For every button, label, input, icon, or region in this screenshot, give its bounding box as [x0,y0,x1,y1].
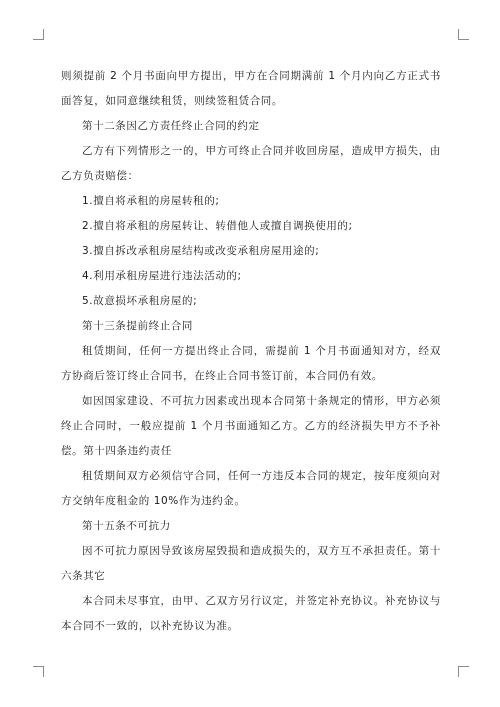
crop-mark-bottom-right [458,666,469,677]
paragraph-force-termination: 如因国家建设、不可抗力因素或出现本合同第十条规定的情形，甲方必须终止合同时，一般应提前 1 个月书面通知乙方。乙方的经济损失甲方不予补偿。第十四条违约责任 [61,395,441,457]
crop-mark-top-right [458,29,469,40]
crop-mark-bottom-left [33,666,44,677]
heading-article-12: 第十二条因乙方责任终止合同的约定 [82,120,260,132]
list-item-3: 3.擅自拆改承租房屋结构或改变承租房屋用途的; [82,245,320,257]
heading-article-13: 第十三条提前终止合同 [82,320,193,332]
paragraph-supplementary-agreement: 本合同未尽事宜，由甲、乙双方另行议定，并签定补充协议。补充协议与本合同不一致的，以补充协议为准。 [61,595,441,632]
list-item-5: 5.故意损坏承租房屋的; [82,295,198,307]
paragraph-breach-penalty: 租赁期间双方必须信守合同，任何一方违反本合同的规定，按年度须向对方交纳年度租金的 10%作为违约金。 [61,470,441,507]
crop-mark-top-left [33,29,44,40]
paragraph-article-12-intro: 乙方有下列情形之一的，甲方可终止合同并收回房屋，造成甲方损失，由乙方负责赔偿： [61,145,441,182]
list-item-4: 4.利用承租房屋进行违法活动的; [82,270,242,282]
paragraph-article-13-notice: 租赁期间，任何一方提出终止合同，需提前 1 个月书面通知对方，经双方协商后签订终止合同书，在终止合同书签订前，本合同仍有效。 [61,345,441,382]
document-body [61,64,441,639]
heading-article-15: 第十五条不可抗力 [82,520,171,532]
paragraph-renewal-continuation: 则须提前 2 个月书面向甲方提出，甲方在合同期满前 1 个月内向乙方正式书面答复，如同意继续租赁，则续签租赁合同。 [61,70,441,107]
list-item-2: 2.擅自将承租的房屋转让、转借他人或擅自调换使用的; [82,220,353,232]
paragraph-force-majeure: 因不可抗力原因导致该房屋毁损和造成损失的，双方互不承担责任。第十六条其它 [61,545,441,582]
list-item-1: 1.擅自将承租的房屋转租的; [82,195,220,207]
